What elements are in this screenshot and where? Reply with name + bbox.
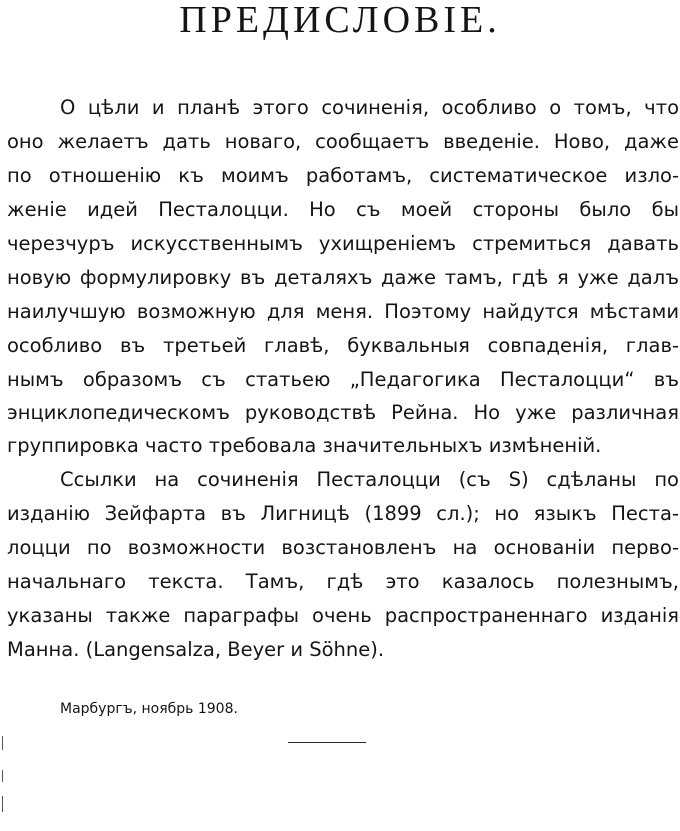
paragraph-line: Ссылки на сочиненія Песталоцци (съ S) сдѣланы по — [60, 468, 679, 491]
paragraph-line: особливо въ третьей главѣ, буквальныя совпаденія, глав- — [7, 334, 679, 357]
paragraph-line: оно желаетъ дать новаго, сообщаетъ введеніе. Ново, даже — [7, 130, 679, 153]
paragraph-line: начальнаго текста. Тамъ, гдѣ это казалось полезнымъ, — [7, 570, 679, 593]
page-title: ПРЕДИСЛОВІЕ. — [179, 0, 501, 41]
paragraph-line: группировка часто требовала значительныхъ измѣненій. — [7, 434, 602, 457]
paragraph-line: изданію Зейфарта въ Лигницѣ (1899 сл.); но языкъ Песта- — [7, 502, 679, 525]
paragraph-line: новую формулировку въ деталяхъ даже тамъ, гдѣ я уже далъ — [7, 266, 679, 289]
paragraph-line: Манна. (Langensalza, Beyer и Söhne). — [7, 638, 385, 661]
margin-mark — [2, 770, 3, 782]
paragraph-line: нымъ образомъ съ статьею „Педагогика Песталоцци“ въ — [7, 368, 679, 391]
signature-line: Марбургъ, ноябрь 1908. — [60, 701, 238, 717]
paragraph-line: лоцци по возможности возстановленъ на основаніи перво- — [7, 536, 679, 559]
margin-mark — [2, 736, 3, 750]
paragraph-line: наилучшую возможную для меня. Поэтому найдутся мѣстами — [7, 300, 679, 323]
paragraph-line: по отношенію къ моимъ работамъ, систематическое изло- — [7, 164, 679, 187]
paragraph-line: указаны также параграфы очень распространеннаго изданія — [7, 604, 679, 627]
closing-rule — [288, 742, 366, 743]
paragraph-line: женіе идей Песталоцци. Но съ моей стороны было бы — [7, 198, 679, 221]
paragraph-line: черезчуръ искусственнымъ ухищреніемъ стремиться давать — [7, 232, 679, 255]
paragraph-line: О цѣли и планѣ этого сочиненія, особливо о томъ, что — [60, 96, 679, 119]
paragraph-line: энциклопедическомъ руководствѣ Рейна. Но уже различная — [7, 401, 679, 424]
margin-mark — [2, 796, 3, 812]
